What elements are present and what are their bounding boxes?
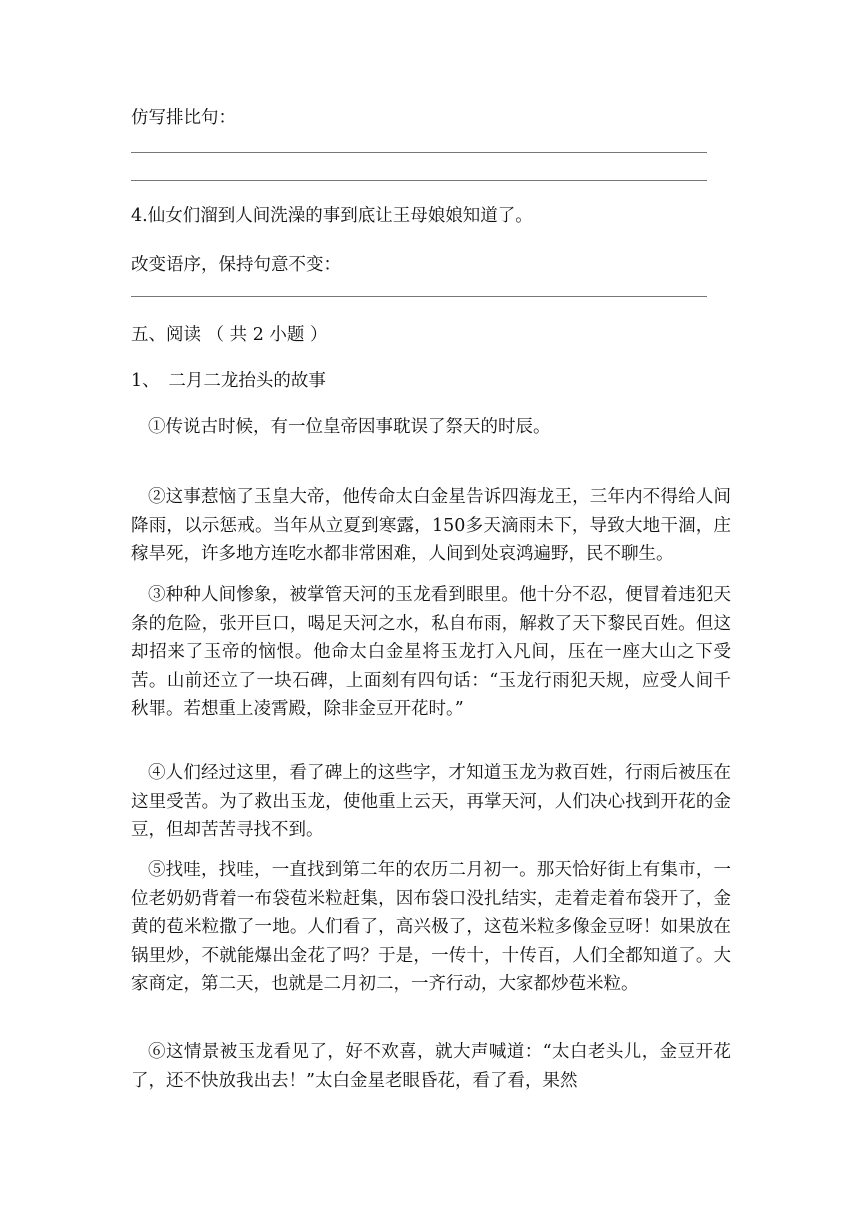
answer-line-2 bbox=[131, 180, 707, 181]
passage-paragraph-4 bbox=[131, 759, 731, 845]
reading-item-title: 1、 二月二龙抬头的故事 bbox=[131, 371, 326, 391]
answer-line-1 bbox=[131, 152, 707, 153]
paragraph-5-text: ⑤找哇，找哇，一直找到第二年的农历二月初一。那天恰好街上有集市，一位老奶奶背着一布袋苞米粒赶集，因布袋口没扎结实，走着走着布袋开了，金黄的苞米粒撒了一地。人们看了，高兴极了，这苞米粒多像金豆呀！如果放在锅里炒，不就能爆出金花了吗？于是，一传十，十传百，人们全都知道了。大家商定，第二天，也就是二月初二，一齐行动，大家都炒苞米粒。 bbox=[131, 860, 731, 994]
passage-paragraph-6 bbox=[131, 1038, 731, 1095]
question-4-instruction: 改变语序，保持句意不变： bbox=[131, 255, 341, 275]
passage-paragraph-5 bbox=[131, 856, 731, 999]
paragraph-3-text: ③种种人间惨象，被掌管天河的玉龙看到眼里。他十分不忍，便冒着违犯天条的危险，张开巨口，喝足天河之水，私自布雨，解救了天下黎民百姓。但这却招来了玉帝的恼恨。他命太白金星将玉龙打入凡间，压在一座大山之下受苦。山前还立了一块石碑，上面刻有四句话：“玉龙行雨犯天规，应受人间千秋罪。若想重上凌霄殿，除非金豆开花时。” bbox=[131, 585, 731, 719]
passage-paragraph-2 bbox=[131, 483, 731, 569]
paragraph-4-text: ④人们经过这里，看了碑上的这些字，才知道玉龙为救百姓，行雨后被压在这里受苦。为了救出玉龙，使他重上云天，再掌天河，人们决心找到开花的金豆，但却苦苦寻找不到。 bbox=[131, 763, 731, 840]
passage-paragraph-1 bbox=[131, 413, 731, 442]
paragraph-2-text: ②这事惹恼了玉皇大帝，他传命太白金星告诉四海龙王，三年内不得给人间降雨，以示惩戒。当年从立夏到寒露，150多天滴雨未下，导致大地干涸，庄稼旱死，许多地方连吃水都非常困难，人间到处哀鸿遍野，民不聊生。 bbox=[131, 487, 731, 564]
question-4-text: 4.仙女们溜到人间洗澡的事到底让王母娘娘知道了。 bbox=[131, 206, 533, 226]
passage-paragraph-3 bbox=[131, 581, 731, 724]
answer-line-3 bbox=[131, 296, 707, 297]
section-5-heading: 五、阅读 （ 共 2 小题 ） bbox=[131, 325, 328, 345]
paragraph-6-text: ⑥这情景被玉龙看见了，好不欢喜，就大声喊道：“太白老头儿，金豆开花了，还不快放我出去！”太白金星老眼昏花，看了看，果然 bbox=[131, 1042, 731, 1091]
rewrite-parallelism-label: 仿写排比句： bbox=[131, 108, 236, 128]
paragraph-1-text: ①传说古时候，有一位皇帝因事耽误了祭天的时辰。 bbox=[148, 417, 551, 437]
